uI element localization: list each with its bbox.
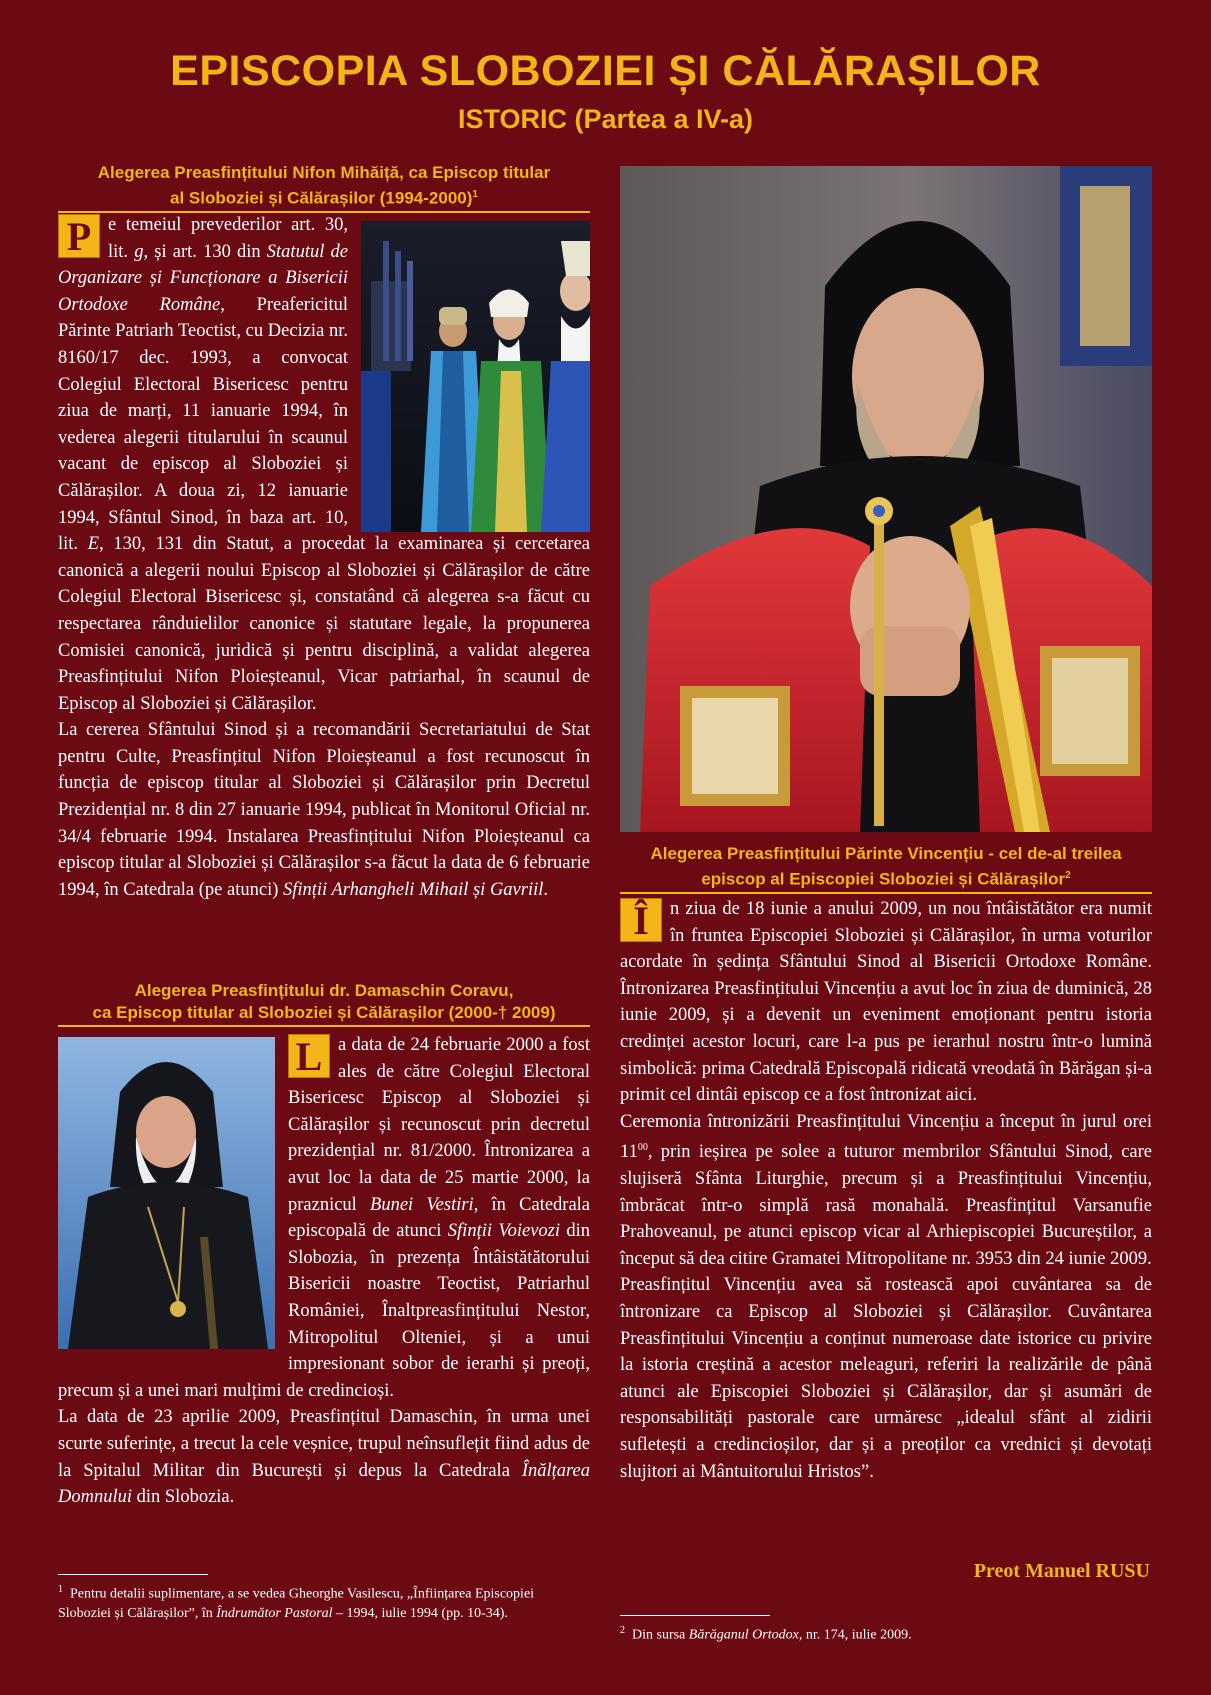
photo-bishop-vincentiu: [620, 166, 1152, 832]
s3-p1: n ziua de 18 iunie a anului 2009, un nou întâistătător era numit în fruntea Episcopiei Sloboziei și Călărașilor, în urma voturilor acordate în ședința Sfântului Sinod al Bisericii Ortodoxe Române. Întronizarea Preasfințitului Vincențiu a avut loc în ziua de duminică, 28 iunie 2009, și a devenit un eveniment emoționant pentru istoria credinței acestor locuri, care l-a pus pe ierarhul nostru într-o lumină simbolică: prima Catedrală Episcopală ridicată vreodată în Bărăgan și-a primit cel dintâi episcop ce a fost întronizat aici.: [620, 899, 1152, 1106]
s3-p2-sup: 00: [637, 1142, 648, 1154]
section3-heading-line2-wrap: [620, 865, 1152, 891]
section2-photo-spacer: [58, 1032, 288, 1354]
footnote-2-text-b: , nr. 174, iulie 2009.: [798, 1627, 912, 1643]
section2-heading-line1: Alegerea Preasfințitului dr. Damaschin Coravu,: [134, 981, 514, 1000]
s3-p2-a: Ceremonia întronizării Preasfințitului Vincențiu a început în jurul orei 11: [620, 1111, 1152, 1163]
s2-p1-i2: Sfinții Voievozi: [447, 1221, 560, 1242]
section1-paragraph-2: [58, 717, 590, 903]
s2-p1-a: a data de 24 februarie 2000 a fost ales de către Colegiul Electoral Bisericesc Episcop al Sloboziei și Călărașilor și recunoscut prin decretul prezidențial nr. 81/2000. Întronizarea a avut loc la data de 25 martie 2000, la praznicul: [288, 1035, 590, 1215]
section3-heading: [620, 843, 1152, 894]
photo-bishop-vincentiu-art: [620, 166, 1152, 832]
s1-p2-italic: Sfinții Arhangheli Mihail și Gavriil: [283, 879, 544, 900]
footnote-rule-left: [58, 1574, 208, 1575]
section1-body: [58, 212, 590, 903]
s2-p1-c: din Slobozia, în prezența Întâistătătorului Bisericii noastre Teoctist, Patriarhul României, Înaltpreasfințitului Nestor, Mitropolitul Olteniei, și a unui impresionant sobor de ierarhi și preoți, precum și a unei mari mulțimi de credincioși.: [58, 1221, 590, 1401]
section3-paragraph-2: [620, 1109, 1152, 1273]
section1-heading-line2: al Sloboziei și Călărașilor (1994-2000): [170, 188, 473, 208]
section1-dropcap: P: [58, 214, 100, 258]
footnote-1-text-a: Pentru detalii suplimentare, a se vedea Gheorghe Vasilescu, „Înființarea Episcopiei Sloboziei și Călărașilor”, în: [58, 1586, 535, 1621]
section3-body: [620, 896, 1152, 1485]
s2-p1-i1: Bunei Vestiri: [370, 1194, 474, 1215]
footnote-ref-2: 2: [1065, 870, 1071, 881]
footnote-2-italic: Bărăganul Ortodox: [688, 1627, 799, 1643]
s1-p1-b: , și art. 130 din: [143, 241, 267, 262]
s1-p1-d: , 130, 131 din Statut, a procedat la examinarea și cercetarea canonică a alegerii noului Episcop al Sloboziei și Călărașilor de către Colegiul Electoral Bisericesc și, constatând că alegerea s-a făcut cu respectarea rânduielilor canonice și statutare legale, la propunerea Comisiei canonică, juridică și pentru disciplină, a validat alegerea Preasfințitului Nifon Ploieșteanul, Vicar patriarhal, în scaunul de Episcop al Sloboziei și Călărașilor.: [58, 534, 590, 714]
page-title: EPISCOPIA SLOBOZIEI ȘI CĂLĂRAȘILOR: [170, 47, 1041, 95]
footnote-1-italic: Îndrumător Pastoral: [216, 1605, 333, 1621]
section3-paragraph-3: Preasfințitul Vincențiu avea să rostească apoi cuvântarea sa de întronizare ca Episcop al Sloboziei și Călărașilor. Cuvântarea Preasfințitului Vincențiu a conținut numeroase date istorice cu privire la istoria creștină a acestor meleaguri, referiri la realizările de până atunci ale Episcopiei Sloboziei și Călărașilor, dar și asumări de responsabilități pastorale care urmăresc „idealul sfânt al zidirii sufletești a credincioșilor, dar și a preoților ca vrednici și devotați slujitori ai Mântuitorului Hristos”.: [620, 1275, 1152, 1482]
s1-p1-a: e temeiul prevederilor art. 30, lit.: [108, 215, 348, 262]
section3-dropcap: Î: [620, 898, 662, 942]
s1-p1-g: g: [134, 241, 144, 262]
s1-p1-c: , Preafericitul Părinte Patriarh Teoctist, cu Decizia nr. 8160/17 dec. 1993, a convocat Colegiul Electoral Bisericesc pentru ziua de marți, 11 ianuarie 1994, în vederea alegerii titularului în scaunul vacant de episcop al Sloboziei și Călărașilor. A doua zi, 12 ianuarie 1994, Sfântul Sinod, în baza art. 10, lit.: [58, 294, 348, 555]
s2-p2-italic: Înălțarea Domnului: [58, 1460, 590, 1508]
section2-heading: [58, 980, 590, 1027]
footnote-ref-1: 1: [472, 189, 478, 200]
s1-p2-a: La cererea Sfântului Sinod și a recomandării Secretariatului de Stat pentru Culte, Preasfințitul Nifon Ploieșteanul a fost recunoscut în funcția de episcop titular al Sloboziei și Călărașilor prin Decretul Prezidențial nr. 8 din 27 ianuarie 1994, publicat în Monitorul Oficial nr. 34/4 februarie 1994. Instalarea Preasfințitului Nifon Ploieșteanul ca episcop titular al Sloboziei și Călărașilor s-a făcut la data de 6 februarie 1994, în Catedrala (pe atunci): [58, 720, 590, 900]
page-subtitle: ISTORIC (Partea a IV-a): [457, 104, 754, 134]
article-author: Preot Manuel RUSU: [973, 1560, 1150, 1582]
section1-heading: [58, 162, 590, 213]
footnote-1: [58, 1580, 590, 1623]
s2-p2-end: din Slobozia.: [132, 1487, 235, 1508]
section1-heading-line1: Alegerea Preasfințitului Nifon Mihăiță, ca Episcop titular: [97, 163, 551, 182]
section1-photo-spacer: [348, 212, 590, 530]
section2-heading-line2: ca Episcop titular al Sloboziei și Călărașilor (2000-† 2009): [92, 1003, 556, 1022]
footnote-2-text-a: Din sursa: [632, 1627, 689, 1643]
s1-p1-statut: Statutul de Organizare și Funcționare a Bisericii Ortodoxe Române: [58, 241, 348, 315]
s1-p2-end: .: [543, 879, 549, 900]
section3-paragraph-1: [620, 896, 1152, 1109]
footnote-2: [620, 1621, 1152, 1645]
section3-heading-line2: episcop al Episcopiei Sloboziei și Călărașilor: [701, 869, 1066, 889]
section3-heading-line1: Alegerea Preasfințitului Părinte Vincențiu - cel de-al treilea: [650, 844, 1122, 863]
s3-p2-b: , prin ieșirea pe solee a tuturor membrilor Sfântului Sinod, care slujiseră Sfânta Liturghie, precum și a Preasfințitului Vincențiu, îmbrăcat într-o simplă rasă monahală. Preasfințitul Varsanufie Prahoveanul, pe atunci episcop vicar al Arhiepiscopiei Bucureștilor, a început să dea citire Gramatei Mitropolitane nr. 3953 din 24 iunie 2009.: [620, 1142, 1152, 1269]
footnote-1-text-b: – 1994, iulie 1994 (pp. 10-34).: [332, 1605, 508, 1621]
s1-p1-e: E: [87, 534, 100, 555]
s2-p2-a: La data de 23 aprilie 2009, Preasfințitul Damaschin, în urma unei scurte suferințe, a trecut la cele veșnice, trupul neînsuflețit fiind adus de la Spitalul Militar din București și depus la Catedrala: [58, 1407, 590, 1481]
footnote-2-number: 2: [620, 1625, 625, 1636]
footnote-rule-right: [620, 1615, 770, 1616]
section1-heading-line2-wrap: [58, 184, 590, 210]
footnote-1-number: 1: [58, 1584, 63, 1595]
section2-body: [58, 1032, 590, 1511]
section2-paragraph-2: [58, 1404, 590, 1510]
section2-dropcap: L: [288, 1034, 330, 1078]
s2-p1-b: , în Catedrala episcopală de atunci: [288, 1194, 591, 1242]
